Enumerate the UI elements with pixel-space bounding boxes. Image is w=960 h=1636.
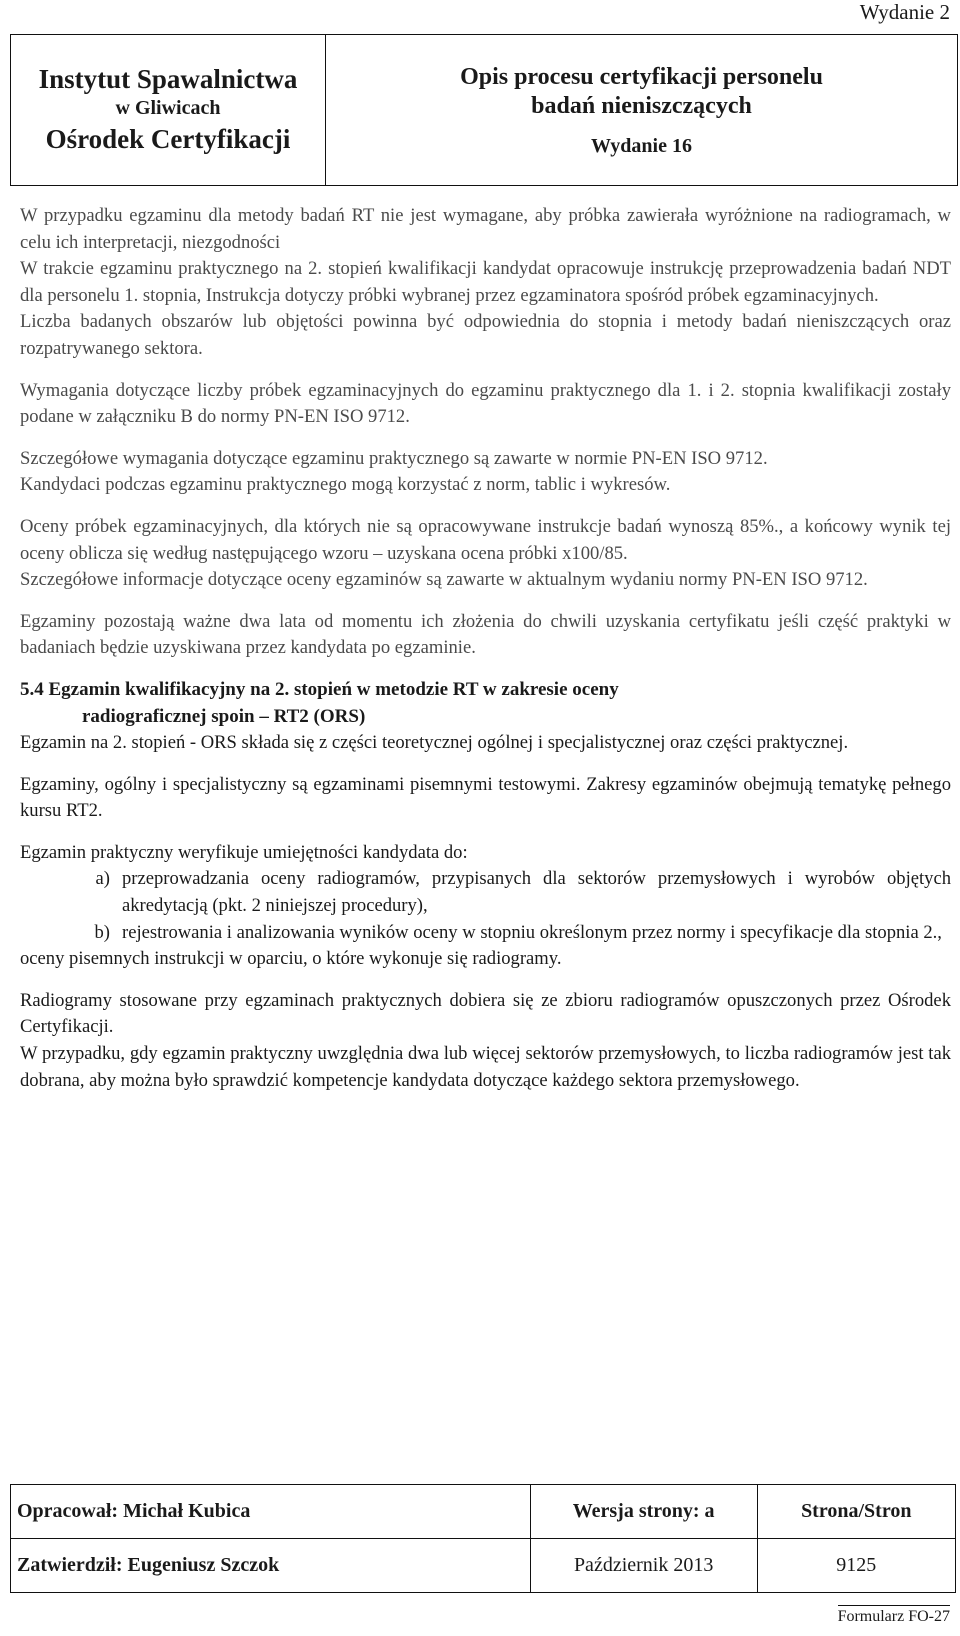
paragraph: Egzaminy, ogólny i specjalistyczny są egzaminami pisemnymi testowymi. Zakresy egzaminów obejmują tematykę pełnego kursu RT2. [20, 773, 951, 822]
title-block [326, 35, 957, 185]
form-code: Formularz FO-27 [838, 1605, 950, 1626]
edition-top: Wydanie 2 [859, 0, 950, 24]
paragraph: Egzamin na 2. stopień - ORS składa się z części teoretycznej ogólnej i specjalistycznej oraz części praktycznej. [20, 732, 849, 754]
list-item [20, 920, 951, 947]
page-label: Strona/Stron [757, 1485, 955, 1539]
list-item-label: b) [94, 921, 110, 943]
org-location: w Gliwicach [115, 97, 221, 119]
section-heading [20, 677, 951, 730]
section-heading-line1: 5.4 Egzamin kwalifikacyjny na 2. stopień w metodzie RT w zakresie oceny [20, 678, 619, 700]
paragraph: W przypadku, gdy egzamin praktyczny uwzględnia dwa lub więcej sektorów przemysłowych, to liczba radiogramów jest tak dobrana, aby można było sprawdzić kompetencje kandydata dotyczące każdego sektora przemysłowego. [20, 1043, 951, 1091]
list-item-text: rejestrowania i analizowania wyników oceny w stopniu określonym przez normy i specyfikacje dla stopnia 2., [122, 921, 942, 943]
paragraph: Kandydaci podczas egzaminu praktycznego mogą korzystać z norm, tablic i wykresów. [20, 474, 671, 496]
section-heading-line2: radiograficznej spoin – RT2 (ORS) [82, 705, 366, 727]
doc-edition: Wydanie 16 [591, 134, 692, 157]
list-item-text: przeprowadzania oceny radiogramów, przypisanych dla sektorów przemysłowych i wyrobów objętych akredytacją (pkt. 2 niniejszej procedury), [122, 868, 951, 917]
doc-title-line2: badań nieniszczących [531, 92, 752, 119]
org-name: Instytut Spawalnictwa [38, 64, 298, 94]
approved-by: Zatwierdził: Eugeniusz Szczok [11, 1539, 531, 1593]
organization-block [11, 35, 326, 185]
paragraph: Oceny próbek egzaminacyjnych, dla których nie są opracowywane instrukcje badań wynoszą 85%., a końcowy wynik tej oceny oblicza się według następującego wzoru – uzyskana ocena próbki x100/85. [20, 515, 951, 564]
paragraph: Liczba badanych obszarów lub objętości powinna być odpowiednia do stopnia i metody badań nieniszczących oraz rozpatrywanego sektora. [20, 311, 951, 359]
page-number: 9125 [757, 1539, 955, 1593]
paragraph: Egzaminy pozostają ważne dwa lata od momentu ich złożenia do chwili uzyskania certyfikatu jeśli część praktyki w badaniach będzie uzyskiwana przez kandydata po egzaminie. [20, 610, 951, 659]
paragraph: Szczegółowe wymagania dotyczące egzaminu praktycznego są zawarte w normie PN-EN ISO 9712. [20, 447, 768, 469]
document-footer [10, 1484, 956, 1593]
paragraph: Szczegółowe informacje dotyczące oceny egzaminów są zawarte w aktualnym wydaniu normy PN-EN ISO 9712. [20, 569, 868, 591]
paragraph: Wymagania dotyczące liczby próbek egzaminacyjnych do egzaminu praktycznego dla 1. i 2. stopnia kwalifikacji zostały podane w załączniku B do normy PN-EN ISO 9712. [20, 379, 951, 428]
list-item-label: a) [95, 868, 110, 890]
paragraph: W przypadku egzaminu dla metody badań RT nie jest wymagane, aby próbka zawierała wyróżnione na radiogramach, w celu ich interpretacji, niezgodności [20, 205, 951, 253]
paragraph: oceny pisemnych instrukcji w oparciu, o które wykonuje się radiogramy. [20, 948, 562, 970]
document-header [10, 34, 958, 186]
doc-title-line1: Opis procesu certyfikacji personelu [460, 63, 823, 90]
version-label: Wersja strony: a [530, 1485, 757, 1539]
paragraph: W trakcie egzaminu praktycznego na 2. stopień kwalifikacji kandydat opracowuje instrukcję przeprowadzenia badań NDT dla personelu 1. stopnia, Instrukcja dotyczy próbki wybranej przez egzaminatora spośród próbek egzaminacyjnych. [20, 258, 951, 306]
version-date: Październik 2013 [530, 1539, 757, 1593]
prepared-by: Opracował: Michał Kubica [11, 1485, 531, 1539]
org-unit: Ośrodek Certyfikacji [45, 124, 291, 154]
paragraph: Radiogramy stosowane przy egzaminach praktycznych dobiera się ze zbioru radiogramów opuszczonych przez Ośrodek Certyfikacji. [20, 989, 951, 1038]
list-item [20, 866, 951, 919]
document-body [20, 203, 951, 1094]
paragraph: Egzamin praktyczny weryfikuje umiejętności kandydata do: [20, 841, 468, 863]
